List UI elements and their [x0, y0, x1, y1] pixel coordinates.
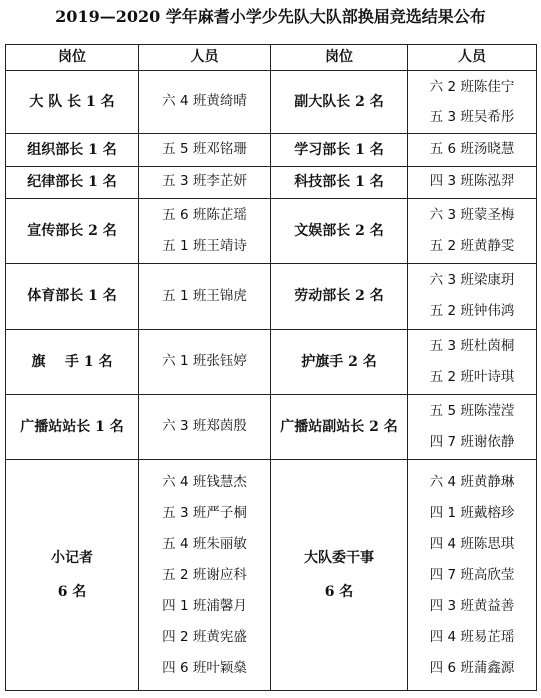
- position-label: 6 名: [57, 584, 87, 601]
- people-cell: [139, 460, 271, 691]
- position-label: 体育部长 1 名: [27, 288, 117, 305]
- person-name: 五 6 班陈芷瑶: [162, 206, 247, 223]
- people-cell: [139, 394, 271, 459]
- table-row: [6, 71, 537, 134]
- person-name: 五 3 班李芷妍: [162, 173, 247, 190]
- position-cell: [271, 460, 408, 691]
- table-row: [6, 329, 537, 394]
- position-label: 组织部长 1 名: [27, 141, 117, 158]
- position-cell: [6, 460, 139, 691]
- position-label: 广播站副站长 2 名: [280, 419, 398, 436]
- position-label: 旗 手 1 名: [31, 353, 113, 370]
- position-label: 宣传部长 2 名: [27, 222, 117, 239]
- position-label: 学习部长 1 名: [294, 141, 384, 158]
- people-cell: [408, 134, 537, 166]
- position-cell: [271, 134, 408, 166]
- position-cell: [6, 264, 139, 329]
- position-cell: [6, 198, 139, 263]
- line-gap: [271, 566, 407, 584]
- position-label: 护旗手 2 名: [301, 353, 377, 370]
- position-cell: [271, 166, 408, 198]
- person-name: 五 4 班朱丽敏: [162, 535, 247, 552]
- page-title: 2019—2020 学年麻耆小学少先队大队部换届竞选结果公布: [55, 7, 486, 26]
- table-row: [6, 134, 537, 166]
- person-name: 四 6 班叶颖燊: [162, 659, 247, 676]
- person-name: 六 3 班蒙圣梅: [429, 206, 515, 223]
- people-cell: [408, 264, 537, 329]
- position-cell: [271, 394, 408, 459]
- people-cell: [408, 394, 537, 459]
- person-name: 四 2 班黄宪盛: [162, 628, 247, 645]
- column-header-position: 岗位: [271, 45, 408, 71]
- column-header-people: 人员: [408, 45, 537, 71]
- person-name: 六 4 班钱慧杰: [162, 473, 247, 490]
- position-cell: [6, 329, 139, 394]
- position-cell: [6, 71, 139, 134]
- position-label: 广播站站长 1 名: [20, 419, 124, 436]
- position-cell: [6, 166, 139, 198]
- person-name: 五 2 班黄静雯: [429, 237, 515, 254]
- person-name: 四 6 班蒲鑫源: [429, 659, 515, 676]
- table-row: [6, 198, 537, 263]
- column-header-position: 岗位: [6, 45, 139, 71]
- person-name: 四 4 班陈思琪: [429, 535, 515, 552]
- line-gap: [6, 566, 138, 584]
- people-cell: [139, 329, 271, 394]
- people-cell: [408, 198, 537, 263]
- person-name: 五 6 班汤晓慧: [429, 141, 515, 158]
- person-name: 四 7 班高欣莹: [429, 566, 515, 583]
- person-name: 四 1 班戴榕珍: [429, 504, 515, 521]
- position-label: 副大队长 2 名: [294, 94, 384, 111]
- position-label: 纪律部长 1 名: [27, 174, 117, 191]
- people-cell: [408, 166, 537, 198]
- person-name: 五 3 班吴希彤: [429, 109, 515, 126]
- people-cell: [408, 460, 537, 691]
- person-name: 五 5 班邓铭珊: [162, 141, 247, 158]
- people-cell: [408, 71, 537, 134]
- column-header-people: 人员: [139, 45, 271, 71]
- position-cell: [271, 71, 408, 134]
- position-label: 文娱部长 2 名: [294, 222, 384, 239]
- people-cell: [139, 166, 271, 198]
- position-cell: [271, 329, 408, 394]
- table-row: [6, 394, 537, 459]
- person-name: 六 2 班陈佳宁: [429, 79, 515, 96]
- header-row: [6, 45, 537, 71]
- person-name: 五 2 班叶诗琪: [429, 368, 515, 385]
- people-cell: [408, 329, 537, 394]
- person-name: 六 3 班梁康玥: [429, 272, 515, 289]
- position-cell: [271, 198, 408, 263]
- person-name: 五 3 班杜茵桐: [429, 337, 515, 354]
- person-name: 六 4 班黄静琳: [429, 473, 515, 490]
- person-name: 五 2 班谢应科: [162, 566, 247, 583]
- position-label: 小记者: [51, 550, 93, 567]
- position-label: 劳动部长 2 名: [294, 288, 384, 305]
- person-name: 五 1 班王锦虎: [162, 287, 247, 304]
- person-name: 四 7 班谢依静: [429, 434, 515, 451]
- people-cell: [139, 134, 271, 166]
- person-name: 六 3 班郑茵殷: [162, 418, 247, 435]
- person-name: 四 1 班浦馨月: [162, 597, 247, 614]
- position-cell: [6, 394, 139, 459]
- position-cell: [271, 264, 408, 329]
- person-name: 六 1 班张钰婷: [162, 353, 247, 370]
- people-cell: [139, 198, 271, 263]
- people-cell: [139, 71, 271, 134]
- position-label: 大 队 长 1 名: [29, 94, 115, 111]
- table-row: [6, 166, 537, 198]
- person-name: 五 1 班王靖诗: [162, 237, 247, 254]
- people-cell: [139, 264, 271, 329]
- table-row: [6, 264, 537, 329]
- table-row: [6, 460, 537, 691]
- results-table: [5, 44, 537, 691]
- position-cell: [6, 134, 139, 166]
- person-name: 六 4 班黄绮晴: [162, 93, 247, 110]
- person-name: 四 3 班陈泓羿: [429, 173, 515, 190]
- person-name: 五 5 班陈滢滢: [429, 403, 515, 420]
- person-name: 五 2 班钟伟鸿: [429, 303, 515, 320]
- person-name: 五 3 班严子桐: [162, 504, 247, 521]
- position-label: 6 名: [324, 584, 354, 601]
- position-label: 大队委干事: [304, 550, 374, 567]
- person-name: 四 3 班黄益善: [429, 597, 515, 614]
- person-name: 四 4 班易芷瑶: [429, 628, 515, 645]
- position-label: 科技部长 1 名: [294, 174, 384, 191]
